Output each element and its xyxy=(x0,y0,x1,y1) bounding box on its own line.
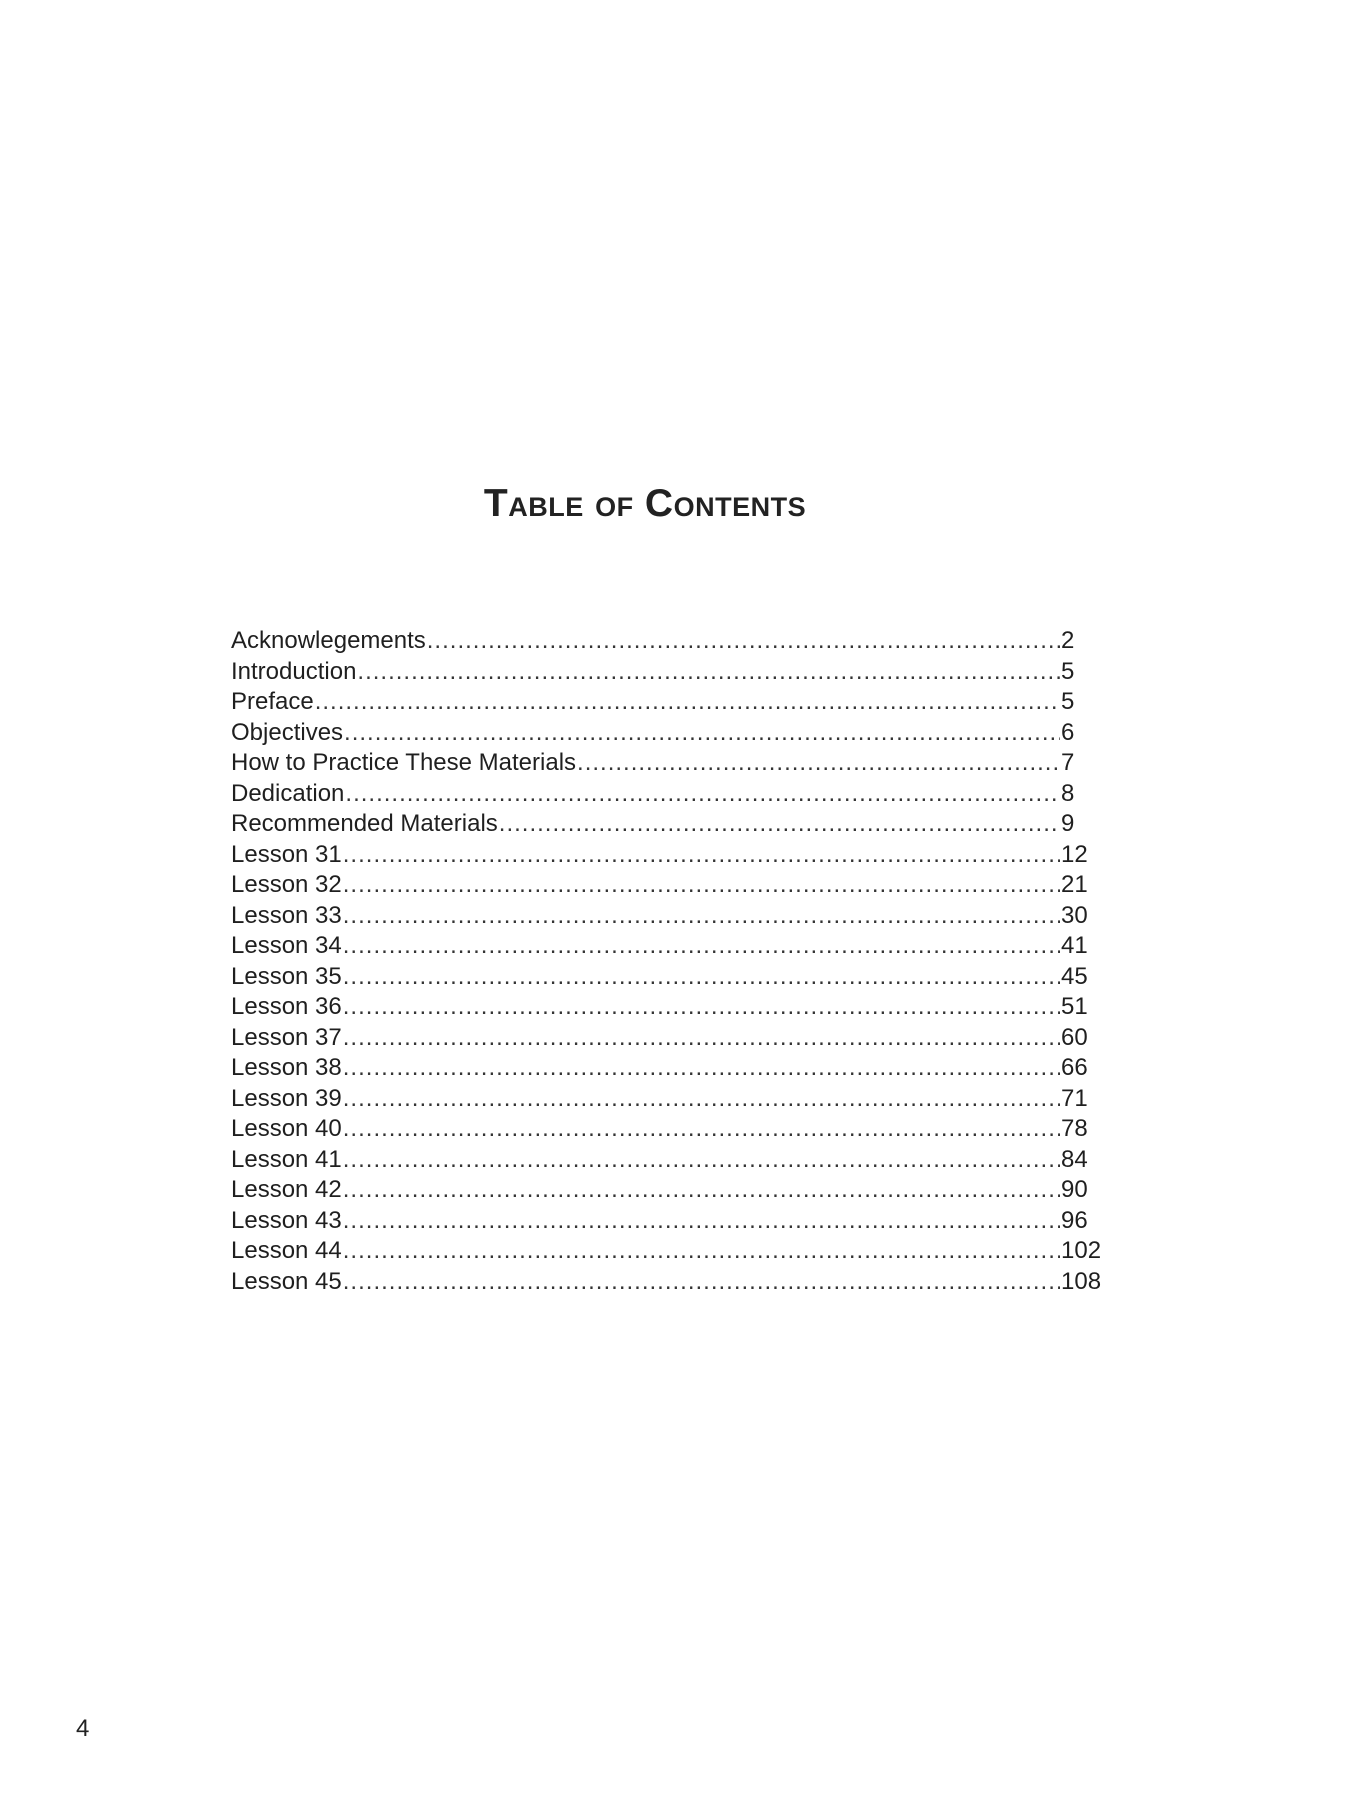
toc-entry-page: 6 xyxy=(1061,718,1075,746)
toc-entry[interactable] xyxy=(231,1114,1111,1145)
toc-entry[interactable] xyxy=(231,687,1111,718)
toc-entry-label: Dedication xyxy=(231,779,345,807)
toc-entry-label: Lesson 31 xyxy=(231,840,342,868)
toc-dot-leader xyxy=(315,687,1060,718)
toc-entry-label: Lesson 32 xyxy=(231,871,342,898)
toc-entry-page: 45 xyxy=(1061,962,1088,990)
toc-entry[interactable] xyxy=(231,901,1111,932)
toc-entry-page: 108 xyxy=(1061,1267,1102,1295)
toc-entry-page: 90 xyxy=(1061,1176,1088,1203)
toc-entry-page: 30 xyxy=(1061,901,1088,929)
toc-entry-page: 102 xyxy=(1061,1237,1102,1264)
toc-entry-page: 96 xyxy=(1061,1206,1088,1234)
toc-entry-label: Lesson 35 xyxy=(231,962,342,990)
toc-entry[interactable] xyxy=(231,992,1111,1023)
toc-entry-label: Introduction xyxy=(231,657,357,685)
toc-dot-leader xyxy=(343,1267,1060,1298)
toc-dot-leader xyxy=(343,1114,1060,1145)
toc-entry-page: 66 xyxy=(1061,1054,1088,1081)
toc-entry-label: Recommended Materials xyxy=(231,810,498,837)
toc-entry[interactable] xyxy=(231,779,1111,810)
toc-entry-page: 60 xyxy=(1061,1023,1088,1051)
table-of-contents xyxy=(231,626,1111,1297)
toc-entry-label: Lesson 39 xyxy=(231,1084,342,1112)
toc-dot-leader xyxy=(343,1084,1060,1115)
toc-dot-leader xyxy=(343,1023,1060,1054)
toc-entry[interactable] xyxy=(231,626,1111,657)
toc-entry[interactable] xyxy=(231,962,1111,993)
toc-dot-leader xyxy=(343,1206,1060,1237)
toc-entry-label: How to Practice These Materials xyxy=(231,749,577,776)
toc-dot-leader xyxy=(343,901,1060,932)
toc-entry-page: 12 xyxy=(1061,840,1088,868)
toc-entry-label: Lesson 33 xyxy=(231,901,342,929)
toc-entry[interactable] xyxy=(231,1053,1111,1084)
toc-entry[interactable] xyxy=(231,1236,1111,1267)
toc-dot-leader xyxy=(343,870,1060,901)
toc-dot-leader xyxy=(427,626,1060,657)
toc-entry-page: 5 xyxy=(1061,657,1075,685)
toc-entry[interactable] xyxy=(231,840,1111,871)
toc-entry[interactable] xyxy=(231,870,1111,901)
toc-entry-label: Lesson 42 xyxy=(231,1176,342,1203)
page-number: 4 xyxy=(76,1715,90,1742)
toc-dot-leader xyxy=(343,1175,1060,1206)
toc-entry[interactable] xyxy=(231,1023,1111,1054)
page-title: Table of Contents xyxy=(483,482,807,525)
toc-entry[interactable] xyxy=(231,1145,1111,1176)
toc-entry[interactable] xyxy=(231,1175,1111,1206)
toc-entry-label: Lesson 40 xyxy=(231,1115,342,1142)
toc-entry-label: Objectives xyxy=(231,718,344,746)
toc-entry-label: Lesson 38 xyxy=(231,1054,342,1081)
toc-entry[interactable] xyxy=(231,657,1111,688)
toc-dot-leader xyxy=(343,1236,1060,1267)
toc-entry-page: 9 xyxy=(1061,810,1075,837)
toc-entry-page: 78 xyxy=(1061,1115,1088,1142)
toc-dot-leader xyxy=(343,840,1060,871)
toc-dot-leader xyxy=(499,809,1060,840)
toc-entry-label: Lesson 43 xyxy=(231,1206,342,1234)
toc-entry-label: Lesson 34 xyxy=(231,932,342,959)
toc-entry-page: 8 xyxy=(1061,779,1075,807)
toc-entry-page: 7 xyxy=(1061,749,1075,776)
toc-entry-label: Acknowlegements xyxy=(231,627,426,654)
toc-entry-page: 41 xyxy=(1061,932,1088,959)
toc-dot-leader xyxy=(343,931,1060,962)
toc-entry[interactable] xyxy=(231,1084,1111,1115)
toc-dot-leader xyxy=(345,779,1060,810)
toc-entry[interactable] xyxy=(231,931,1111,962)
toc-entry[interactable] xyxy=(231,718,1111,749)
toc-entry-label: Lesson 37 xyxy=(231,1023,342,1051)
toc-dot-leader xyxy=(357,657,1060,688)
toc-dot-leader xyxy=(343,992,1060,1023)
toc-dot-leader xyxy=(343,1053,1060,1084)
toc-entry-label: Preface xyxy=(231,688,314,715)
toc-entry-page: 71 xyxy=(1061,1084,1088,1112)
toc-entry-label: Lesson 44 xyxy=(231,1237,342,1264)
toc-entry-page: 84 xyxy=(1061,1145,1088,1173)
toc-entry-label: Lesson 36 xyxy=(231,993,342,1020)
toc-entry[interactable] xyxy=(231,748,1111,779)
toc-entry[interactable] xyxy=(231,809,1111,840)
toc-entry-label: Lesson 41 xyxy=(231,1145,342,1173)
toc-entry[interactable] xyxy=(231,1206,1111,1237)
toc-entry-page: 21 xyxy=(1061,871,1088,898)
toc-dot-leader xyxy=(577,748,1060,779)
toc-entry-label: Lesson 45 xyxy=(231,1267,342,1295)
toc-dot-leader xyxy=(343,962,1060,993)
toc-entry-page: 2 xyxy=(1061,627,1075,654)
toc-dot-leader xyxy=(344,718,1060,749)
toc-entry-page: 51 xyxy=(1061,993,1088,1020)
toc-entry[interactable] xyxy=(231,1267,1111,1298)
toc-entry-page: 5 xyxy=(1061,688,1075,715)
toc-dot-leader xyxy=(343,1145,1060,1176)
